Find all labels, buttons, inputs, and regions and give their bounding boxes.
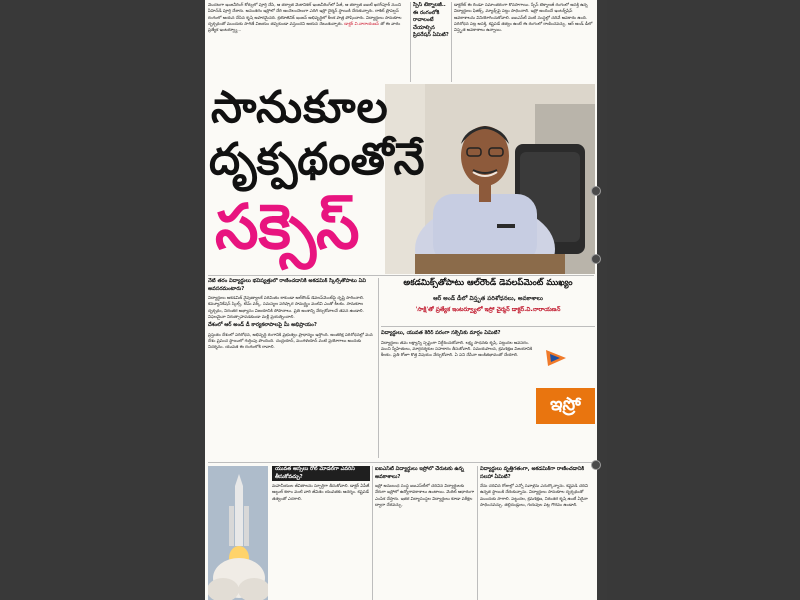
intro-text-block xyxy=(208,2,406,80)
isro-logo-panel xyxy=(536,330,595,458)
headline-line-1: సానుకూల xyxy=(211,82,389,133)
rocket-icon xyxy=(208,466,268,600)
column-divider xyxy=(410,2,411,82)
page-scroll-handle[interactable] xyxy=(591,186,601,196)
headline-line-2: దృక్పథంతోనే xyxy=(209,134,425,185)
intro-highlight-name: డాక్టర్ వి.నారాయణన్ xyxy=(344,20,379,26)
isro-logo-text: ఇస్రో xyxy=(550,394,581,415)
column-divider xyxy=(372,466,373,600)
intro-text: మొదటగా ఇంజనీరింగ్ కోర్సులో పూర్తి చేసి, ఆ తర్వాత మెకానికల్ ఇంజనీరింగ్‌లో పీజీ, ఆ తర్వాత ఐఐటీ ఖరగ్‌పూర్ నుంచి పీహెచ్‌డీ పూర్తి చేశారు. అనంతరం ఇస్రోలో చేరి అంచెలంచెలుగా ఎదిగి ఇస్రో చైర్మన్ స్థాయికి చేరుకున్నారు. రాకెట్ ప్రొపల్షన్ రంగంలో ఆయన చేసిన కృషి అపారమైనది. క్రయోజెనిక్ ఇంజన్ అభివృద్ధిలో కీలక పాత్ర పోషించారు. విద్యార్థులు సానుకూల దృక్పథంతో ముందుకు సాగితే విజయం తప్పకుండా వస్తుందని ఆయన చెబుతున్నారు. xyxy=(208,2,402,26)
left-qa-column xyxy=(208,278,376,458)
bottom-question-3: విద్యార్థులు వృత్తిగతంగా, అకడమిక్‌గా రాణించడానికి సలహా ఏమిటి? xyxy=(480,466,585,480)
top-question: స్పేస్ టెక్నాలజీ.. ఈ రంగంలోకి రావాలంటే చేయాల్సిన ప్రిపరేషన్ ఏమిటి? xyxy=(413,2,449,38)
page-scroll-handle[interactable] xyxy=(591,254,601,264)
section-divider xyxy=(208,275,594,276)
top-answer-block xyxy=(454,2,594,80)
headline-line-3: సక్సెస్ xyxy=(215,190,360,263)
left-answer-1: విద్యార్థులు అకడమిక్ నైపుణ్యాలకే పరిమితం కాకుండా ఆల్‌రౌండ్ డెవలప్‌మెంట్‌పై దృష్టి సారించాలి. కమ్యూనికేషన్ స్కిల్స్, టీమ్ వర్క్, సమస్యల పరిష్కార సామర్థ్యం వంటివి ఎంతో కీలకం. సానుకూల దృక్పథం, నిరంతర అభ్యాసం విజయానికి సోపానాలు. ప్రతి అంశాన్ని నేర్చుకోవాలనే తపన ఉండాలి. విఫలమైనా నిరుత్సాహపడకుండా మళ్లీ ప్రయత్నించాలి. xyxy=(208,295,365,319)
left-answer-2: ప్రస్తుతం దేశంలో పరిశోధన, అభివృద్ధి రంగానికి ప్రభుత్వం ప్రాధాన్యం ఇస్తోంది. అంతరిక్ష పరిశోధనల్లో మన దేశం ప్రపంచ స్థాయిలో గుర్తింపు పొందింది. చంద్రయాన్, మంగళయాన్ వంటి ప్రయోగాలు అందుకు నిదర్శనం. యువత ఈ రంగంలోకి రావాలి. xyxy=(208,331,373,350)
bottom-question-2: ఐఐఎస్‌టీ విద్యార్థులు ఇస్రోలో చేరుటకు ఉన్న అవకాశాలు? xyxy=(375,466,464,480)
bottom-answer-1: మహనీయుల జీవితాలను స్ఫూర్తిగా తీసుకోవాలి. డాక్టర్ ఏపీజే అబ్దుల్ కలాం వంటి వారి జీవితం యువతకు ఆదర్శం. కష్టపడే తత్వంతో ఎదగాలి. xyxy=(272,483,370,501)
page-scroll-handle[interactable] xyxy=(591,460,601,470)
column-divider xyxy=(378,278,379,458)
column-divider xyxy=(477,466,478,600)
feature-subtitle: ఆర్ అండ్ డీలో విస్తృత పరిశోధనలు, అవకాశాలు xyxy=(433,296,543,302)
mid-qa-column xyxy=(381,330,533,460)
left-question-1: నేటి తరం విద్యార్థులు భవిష్యత్తులో రాణించడానికి అకడమిక్ స్కిల్స్‌తోపాటు ఏవి అవసరమంటారు? xyxy=(208,278,366,292)
feature-credit: 'సాక్షి'తో ప్రత్యేక ఇంటర్వ్యూలో ఇస్రో చైర్మన్ డాక్టర్.వి.నారాయణన్ xyxy=(415,307,561,313)
top-answer: డాక్టరేట్ ఈ రెండూ సమాంతరంగా కొనసాగాయి. స్పేస్ టెక్నాలజీ రంగంలో ఆసక్తి ఉన్న విద్యార్థులు ఫిజిక్స్, మ్యాథ్స్‌పై పట్టు సాధించాలి. ఇస్రో అందించే ఇంటర్న్‌షిప్ అవకాశాలను వినియోగించుకోవాలి. ఐఐఎస్‌టీ వంటి సంస్థల్లో చదివే అవకాశం ఉంది. పరిశోధన పట్ల ఆసక్తి, కష్టపడే తత్వం ఉంటే ఈ రంగంలో రాణించవచ్చు. ఆర్ అండ్ డీలో విస్తృత అవకాశాలు ఉన్నాయి. xyxy=(454,2,593,33)
mid-answer: విద్యార్థులు తమ లక్ష్యాన్ని స్పష్టంగా నిర్దేశించుకోవాలి. లక్ష్య సాధనకు కృషి, పట్టుదల అవసరం. మంచి స్నేహితులు, మార్గదర్శకుల సహకారం తీసుకోవాలి. సమయపాలన, క్రమశిక్షణ విజయానికి కీలకం. ప్రతి రోజూ కొత్త విషయం నేర్చుకోవాలి. ఏ పని చేసినా అంకితభావంతో చేయాలి. xyxy=(381,339,533,358)
bottom-answer-3: నేను చదివిన రోజుల్లో ఎన్నో సవాళ్లను ఎదుర్కొన్నాను. కష్టపడి చదివి ఉన్నత స్థాయికి చేరుకున్నాను. విద్యార్థులు సానుకూల దృక్పథంతో ముందుకు సాగాలి. పట్టుదల, క్రమశిక్షణ, నిరంతర కృషి ఉంటే ఏదైనా సాధించవచ్చు. తల్లిదండ్రులు, గురువుల పట్ల గౌరవం ఉండాలి. xyxy=(480,483,588,507)
feature-title: అకడమిక్స్‌తోపాటు ఆల్‌రౌండ్ డెవలప్‌మెంట్ ముఖ్యం xyxy=(403,278,573,288)
section-divider xyxy=(208,462,594,463)
bottom-column-2 xyxy=(375,466,475,600)
viewer-left-margin xyxy=(0,0,205,600)
top-question-block xyxy=(413,2,449,80)
bottom-column-3 xyxy=(480,466,594,600)
rocket-launch-photo xyxy=(208,466,268,600)
column-divider xyxy=(451,2,452,82)
mid-question: విద్యార్థులు, యువత కెరీర్ పరంగా సక్సెస్‌కు మార్గం ఏమిటి? xyxy=(381,330,501,336)
newspaper-page xyxy=(205,0,597,600)
bottom-question-1: యువత అస్సలు రోల్ మోడల్‌గా ఎవరిని తీసుకోవచ్చు? xyxy=(272,466,370,481)
section-divider xyxy=(381,326,595,327)
bottom-column-1 xyxy=(272,466,370,600)
bottom-answer-2: ఇస్రో అనుబంధ సంస్థ ఐఐఎస్‌టీలో చదివిన విద్యార్థులకు నేరుగా ఇస్రోలో ఉద్యోగావకాశాలు ఉంటాయి. మెరిట్ ఆధారంగా ఎంపిక చేస్తారు. ఇతర విద్యాసంస్థల విద్యార్థులు కూడా పరీక్షల ద్వారా చేరవచ్చు. xyxy=(375,483,475,507)
viewer-right-margin xyxy=(607,0,800,600)
left-question-2: దేశంలో ఆర్ అండ్ డీ కార్యకలాపాలపై మీ అభిప్రాయం? xyxy=(208,322,317,329)
intro-tail: తో ఈ వారం ప్రత్యేక ఇంటర్వ్యూ... xyxy=(208,20,401,33)
feature-band xyxy=(381,278,595,326)
